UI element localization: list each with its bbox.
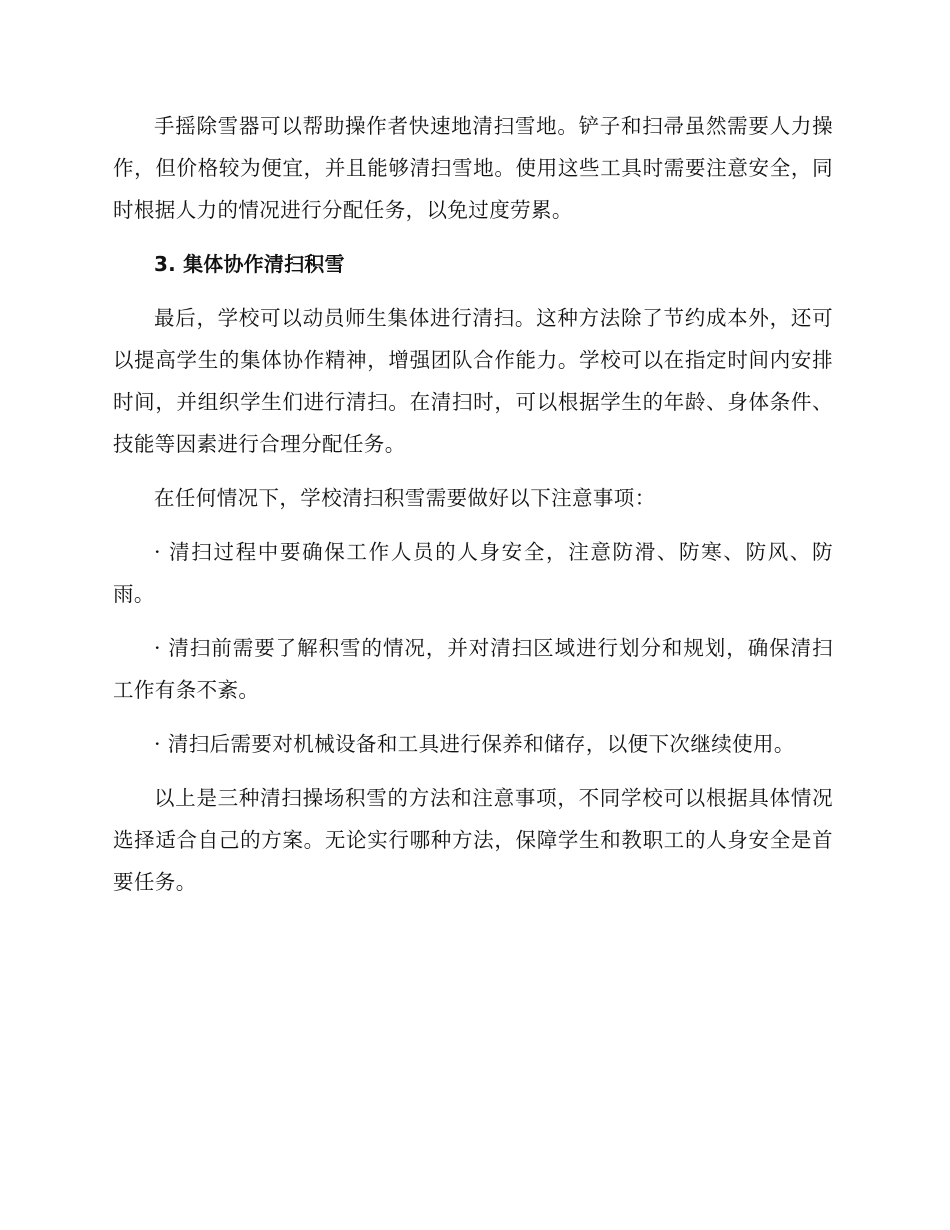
paragraph-collective-cleaning: 最后，学校可以动员师生集体进行清扫。这种方法除了节约成本外，还可以提高学生的集体协作精神，增强团队合作能力。学校可以在指定时间内安排时间，并组织学生们进行清扫。在清扫时，可以根据学生的年龄、身体条件、技能等因素进行合理分配任务。 [113,306,833,456]
paragraph-conclusion: 以上是三种清扫操场积雪的方法和注意事项，不同学校可以根据具体情况选择适合自己的方案。无论实行哪种方法，保障学生和教职工的人身安全是首要任务。 [113,786,833,894]
document-body [113,105,833,915]
section-heading-collective-cleaning: 3. 集体协作清扫积雪 [154,252,345,276]
bullet-maintenance: · 清扫后需要对机械设备和工具进行保养和储存，以便下次继续使用。 [154,732,795,756]
paragraph-precautions-intro: 在任何情况下，学校清扫积雪需要做好以下注意事项： [154,486,656,510]
bullet-planning: · 清扫前需要了解积雪的情况，并对清扫区域进行划分和规划，确保清扫工作有条不紊。 [113,636,833,702]
bullet-safety: · 清扫过程中要确保工作人员的人身安全，注意防滑、防寒、防风、防雨。 [113,540,833,606]
paragraph-tools: 手摇除雪器可以帮助操作者快速地清扫雪地。铲子和扫帚虽然需要人力操作，但价格较为便宜，并且能够清扫雪地。使用这些工具时需要注意安全，同时根据人力的情况进行分配任务，以免过度劳累。 [113,114,833,222]
